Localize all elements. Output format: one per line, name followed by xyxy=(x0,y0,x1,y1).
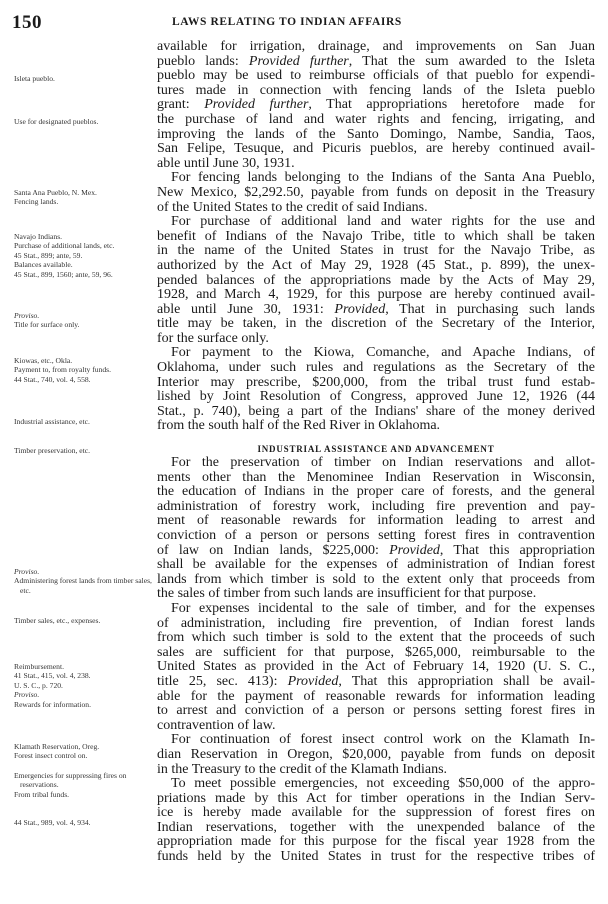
text-line: For continuation of forest insect control work on the Klamath In- xyxy=(171,732,595,748)
margin-note-line: Fencing lands. xyxy=(14,197,59,207)
margin-note-line: Title for surface only. xyxy=(14,320,80,330)
text-line: sales are sufficient for that purpose, $265,000, reimbursable to the xyxy=(157,644,595,660)
text-line: title may be taken, in the discretion of the Secretary of the Interior, xyxy=(157,316,595,332)
text-line: To meet possible emergencies, not exceeding $50,000 of the appro- xyxy=(171,776,595,792)
margin-note-line: Use for designated pueblos. xyxy=(14,117,99,126)
text-line: priations made by this Act for timber operations in the Indian Serv- xyxy=(157,790,595,806)
margin-note-line: Industrial assistance, etc. xyxy=(14,417,90,426)
margin-note-line: From tribal funds. xyxy=(14,789,70,799)
text-line: able until June 30, 1931: Provided, That in purchasing such lands xyxy=(157,301,595,317)
margin-note xyxy=(14,616,152,625)
text-line: available for irrigation, drainage, and improvements on San Juan xyxy=(157,39,595,54)
margin-note xyxy=(14,356,152,384)
text-line: ments other than the Menominee Indian Reservation in Wisconsin, xyxy=(157,469,595,485)
text-line: able for the payment of reasonable rewards for information leading xyxy=(157,688,595,704)
text-line: contravention of law. xyxy=(157,717,276,733)
text-line: pueblo may be used to reimburse officials of that pueblo for expendi- xyxy=(157,68,595,84)
margin-note-line: Timber preservation, etc. xyxy=(14,446,91,455)
text-line: For payment to the Kiowa, Comanche, and Apache Indians, of xyxy=(171,345,595,361)
section-heading: INDUSTRIAL ASSISTANCE AND ADVANCEMENT xyxy=(257,444,495,455)
text-line: dian Reservation in Oregon, $20,000, payable from funds on deposit xyxy=(157,746,595,762)
margin-note-line: Rewards for information. xyxy=(14,699,91,709)
margin-note-line: Administering forest lands from timber sales, etc. xyxy=(14,576,152,595)
margin-note-line: Reimbursement. xyxy=(14,662,64,671)
margin-note-line: 45 Stat., 899, 1560; ante, 59, 96. xyxy=(14,269,113,279)
margin-note-line: Purchase of additional lands, etc. xyxy=(14,241,115,251)
margin-note-line: Klamath Reservation, Oreg. xyxy=(14,742,100,751)
margin-note xyxy=(14,188,152,207)
margin-note xyxy=(14,771,152,799)
text-line: 1928, and March 4, 1929, for this purpose are hereby continued avail- xyxy=(157,287,595,303)
text-line: tures made in connection with fencing lands of the Isleta pueblo xyxy=(157,82,595,98)
text-line: the education of Indians in the proper care of forests, and the general xyxy=(157,484,595,500)
text-line: the purchase of land and water rights and fencing, irrigating, and xyxy=(157,111,595,127)
text-line: Interior may prescribe, $200,000, from the tribal trust fund estab- xyxy=(157,374,595,390)
text-line: lished by Joint Resolution of Congress, approved June 12, 1926 (44 xyxy=(157,389,595,405)
text-line: Stat., p. 740), being a part of the Indians' share of the money derived xyxy=(157,403,595,419)
text-line: For the preservation of timber on Indian reservations and allot- xyxy=(171,455,595,471)
margin-note xyxy=(14,74,152,83)
text-line: For purchase of additional land and water rights for the use and xyxy=(171,214,595,230)
text-line: ment of reasonable rewards for information leading to arrest and xyxy=(157,513,595,529)
body-text xyxy=(157,40,595,865)
margin-note xyxy=(14,232,152,279)
margin-note-line: 44 Stat., 740, vol. 4, 558. xyxy=(14,374,91,384)
margin-note-line: Kiowas, etc., Okla. xyxy=(14,356,73,365)
margin-note-line: 44 Stat., 989, vol. 4, 934. xyxy=(14,818,91,827)
text-line: For expenses incidental to the sale of timber, and for the expenses xyxy=(171,600,595,616)
text-line: Oklahoma, under such rules and regulations as the Secretary of the xyxy=(157,360,595,376)
text-line: for the surface only. xyxy=(157,330,269,346)
text-line: benefit of Indians of the Navajo Tribe, title to which shall be taken xyxy=(157,228,595,244)
margin-note xyxy=(14,742,152,761)
text-line: of administration, including fire prevention, of Indian forest lands xyxy=(157,615,595,631)
text-line: from which such timber is sold to the extent that the proceeds of such xyxy=(157,630,595,646)
text-line: to arrest and conviction of a person or persons setting forest fires in xyxy=(157,703,595,719)
margin-note-line: 41 Stat., 415, vol. 4, 238. xyxy=(14,671,91,681)
text-line: shall be available for the expenses of administration of Indian forest xyxy=(157,557,595,573)
text-line: pended balances of the appropriations made by the Acts of May 29, xyxy=(157,272,595,288)
margin-note-line: Payment to, from royalty funds. xyxy=(14,365,112,375)
text-line: funds held by the United States in trust for the respective tribes of xyxy=(157,849,595,865)
margin-note-line: Isleta pueblo. xyxy=(14,74,55,83)
margin-note-line: Forest insect control on. xyxy=(14,751,88,761)
margin-note xyxy=(14,117,152,126)
margin-note-line: U. S. C., p. 720. xyxy=(14,680,63,690)
margin-note-line: Proviso. xyxy=(14,690,40,700)
running-head: LAWS RELATING TO INDIAN AFFAIRS xyxy=(172,16,402,28)
text-line: San Felipe, Tesuque, and Picuris pueblos, are hereby continued avail- xyxy=(157,141,595,157)
text-line: title 25, sec. 413): Provided, That this appropriation shall be avail- xyxy=(157,673,596,689)
margin-note-line: Emergencies for suppressing fires on reservations. xyxy=(14,771,127,790)
text-line: For fencing lands belonging to the Indians of the Santa Ana Pueblo, xyxy=(171,170,595,186)
text-line: Indian reservations, together with the unexpended balance of the xyxy=(157,819,595,835)
text-line: of law on Indian lands, $225,000: Provided, That this appropriation xyxy=(157,542,595,558)
text-line: grant: Provided further, That appropriations heretofore made for xyxy=(157,97,595,113)
text-line: pueblo lands: Provided further, That the sum awarded to the Isleta xyxy=(157,53,595,69)
margin-note-line: Balances available. xyxy=(14,260,73,270)
text-line: in the name of the United States in trust for the Navajo Tribe, as xyxy=(157,243,595,259)
text-line: administration of forestry work, including fire prevention and pay- xyxy=(157,498,595,514)
text-line: New Mexico, $2,292.50, payable from funds on deposit in the Treasury xyxy=(157,184,595,200)
margin-note-line: Proviso. xyxy=(14,311,40,320)
margin-notes xyxy=(0,0,155,904)
margin-note xyxy=(14,417,152,426)
text-line: authorized by the Act of May 29, 1928 (45 Stat., p. 899), the unex- xyxy=(157,257,595,273)
margin-note-line: Timber sales, etc., expenses. xyxy=(14,616,101,625)
margin-note-line: Proviso. xyxy=(14,567,40,576)
text-line: United States as provided in the Act of February 14, 1920 (U. S. C., xyxy=(157,659,595,675)
margin-note xyxy=(14,311,152,330)
text-line: conviction of a person or persons setting forest fires in contravention xyxy=(157,528,595,543)
text-line: lands from which timber is sold to the extent only that proceeds from xyxy=(157,571,595,587)
text-line: in the Treasury to the credit of the Klamath Indians. xyxy=(157,761,448,777)
text-line: ice is hereby made available for the suppression of forest fires on xyxy=(157,805,595,821)
margin-note-line: Navajo Indians. xyxy=(14,232,63,241)
text-line: able until June 30, 1931. xyxy=(157,155,295,171)
text-line: from the south half of the Red River in Oklahoma. xyxy=(157,418,441,434)
text-line: the sales of timber from such lands are insufficient for that purpose. xyxy=(157,586,537,602)
margin-note xyxy=(14,818,152,827)
margin-note-line: Santa Ana Pueblo, N. Mex. xyxy=(14,188,97,197)
margin-note xyxy=(14,446,152,455)
text-line: of the United States to the credit of said Indians. xyxy=(157,199,428,215)
margin-note xyxy=(14,567,152,595)
margin-note-line: 45 Stat., 899; ante, 59. xyxy=(14,250,83,260)
text-line: appropriation made for this purpose for the fiscal year 1928 from the xyxy=(157,834,595,850)
margin-note xyxy=(14,662,152,709)
text-line: improving the lands of the Santo Domingo, Nambe, Sandia, Taos, xyxy=(157,126,595,142)
page-number: 150 xyxy=(12,12,42,33)
